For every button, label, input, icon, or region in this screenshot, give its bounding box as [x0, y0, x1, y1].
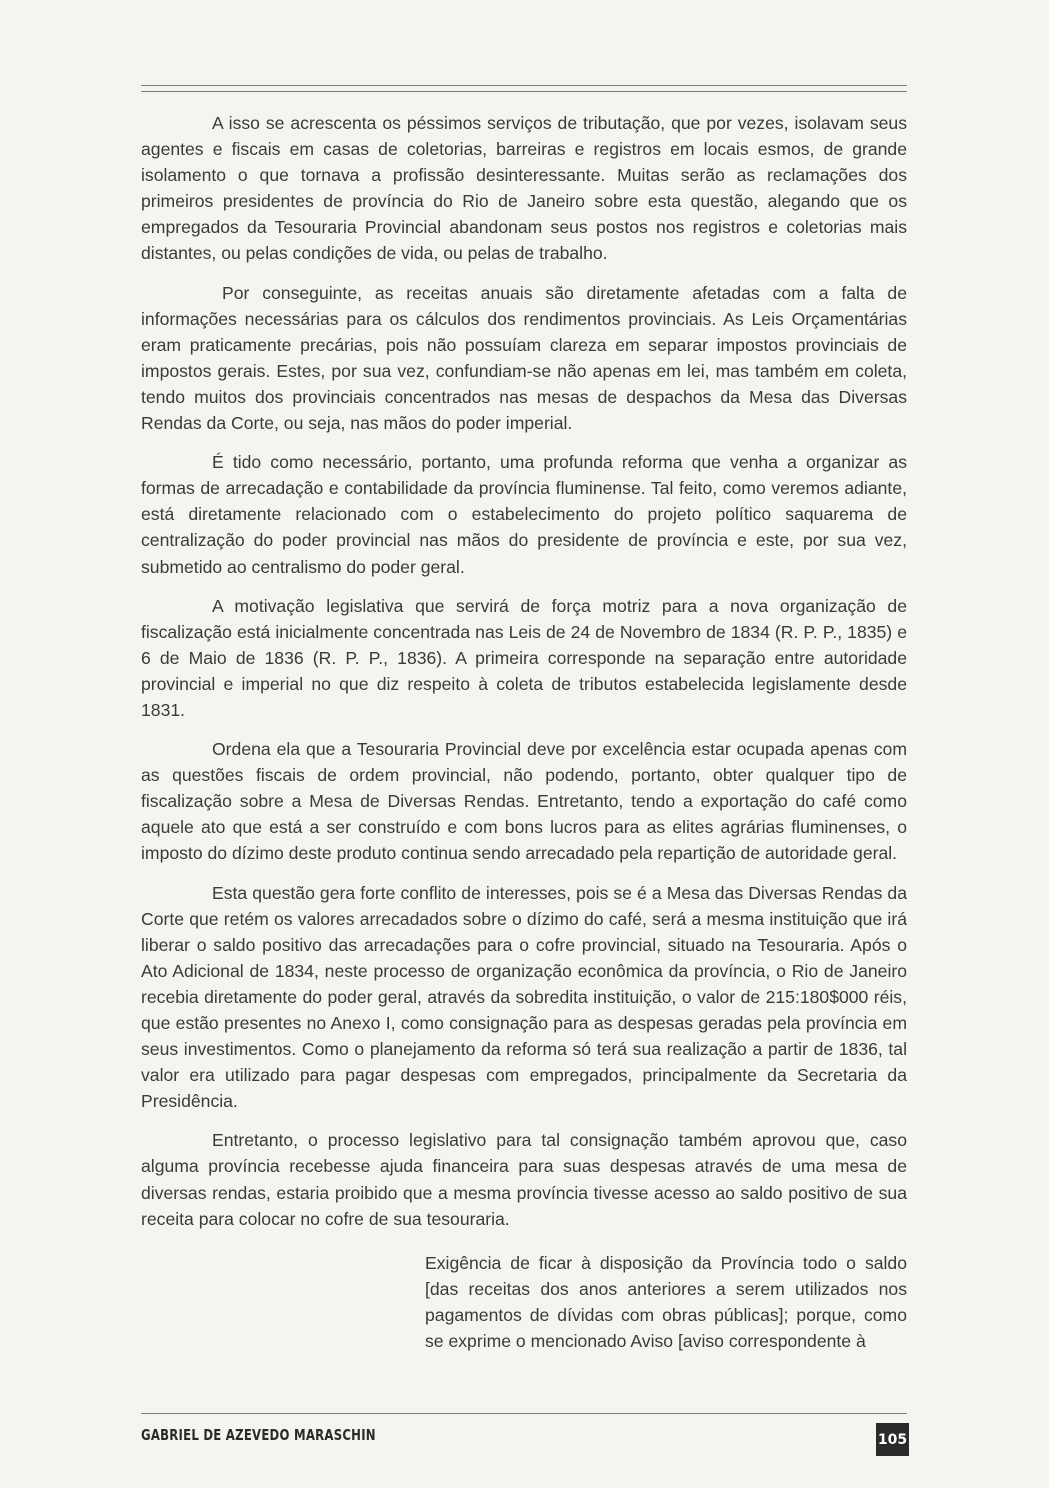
- body-paragraph: A isso se acrescenta os péssimos serviços de tributação, que por vezes, isolavam seus agentes e fiscais em casas de coletorias, barreiras e registros em locais esmos, de grande isolamento o que tornava a profissão desinteressante. Muitas serão as reclamações dos primeiros presidentes de província do Rio de Janeiro sobre esta questão, alegando que os empregados da Tesouraria Provincial abandonam seus postos nos registros e coletorias mais distantes, ou pelas condições de vida, ou pelas de trabalho.: [141, 113, 907, 264]
- body-paragraph: É tido como necessário, portanto, uma profunda reforma que venha a organizar as formas de arrecadação e contabilidade da província fluminense. Tal feito, como veremos adiante, está diretamente relacionado com o estabelecimento do projeto político saquarema de centralização do poder provincial nas mãos do presidente de província e este, por sua vez, submetido ao centralismo do poder geral.: [141, 452, 907, 577]
- page-number: 105: [877, 1431, 908, 1448]
- body-paragraph: Esta questão gera forte conflito de interesses, pois se é a Mesa das Diversas Rendas da Corte que retém os valores arrecadados sobre o dízimo do café, será a mesma instituição que irá liberar o saldo positivo das arrecadações para o cofre provincial, situado na Tesouraria. Após o Ato Adicional de 1834, neste processo de organização econômica da província, o Rio de Janeiro recebia diretamente do poder geral, através da sobredita instituição, o valor de 215:180$000 réis, que estão presentes no Anexo I, como consignação para as despesas geradas pela província em seus investimentos. Como o planejamento da reforma só terá sua realização a partir de 1836, tal valor era utilizado para pagar despesas com empregados, principalmente da Secretaria da Presidência.: [141, 882, 907, 1112]
- body-paragraph: A motivação legislativa que servirá de força motriz para a nova organização de fiscalização está inicialmente concentrada nas Leis de 24 de Novembro de 1834 (R. P. P., 1835) e 6 de Maio de 1836 (R. P. P., 1836). A primeira corresponde na separação entre autoridade provincial e imperial no que diz respeito à coleta de tributos estabelecida legislamente desde 1831.: [141, 595, 907, 720]
- body-paragraph: Entretanto, o processo legislativo para tal consignação também aprovou que, caso alguma província recebesse ajuda financeira para suas despesas através de uma mesa de diversas rendas, estaria proibido que a mesma província tivesse acesso ao saldo positivo de sua receita para colocar no cofre de sua tesouraria.: [141, 1130, 907, 1229]
- footer-author: GABRIEL DE AZEVEDO MARASCHIN: [141, 1426, 376, 1444]
- page-body: [141, 110, 907, 1354]
- page-number-badge: [876, 1423, 909, 1456]
- body-paragraph: Por conseguinte, as receitas anuais são diretamente afetadas com a falta de informações necessárias para os cálculos dos rendimentos provinciais. As Leis Orçamentárias eram praticamente precárias, pois não possuíam clareza em separar impostos provinciais de impostos gerais. Estes, por sua vez, confundiam-se não apenas em lei, mas também em coleta, tendo muitos dos provinciais concentrados nas mesas de despachos da Mesa das Diversas Rendas da Corte, ou seja, nas mãos do poder imperial.: [141, 282, 907, 434]
- footer-rule: [141, 1413, 907, 1414]
- body-paragraph: Ordena ela que a Tesouraria Provincial deve por excelência estar ocupada apenas com as questões fiscais de ordem provincial, não podendo, portanto, obter qualquer tipo de fiscalização sobre a Mesa de Diversas Rendas. Entretanto, tendo a exportação do café como aquele ato que está a ser construído e com bons lucros para as elites agrárias fluminenses, o imposto do dízimo deste produto continua sendo arrecadado pela repartição de autoridade geral.: [141, 739, 907, 864]
- header-rule: [141, 85, 907, 92]
- block-quote: Exigência de ficar à disposição da Província todo o saldo [das receitas dos anos anteriores a serem utilizados nos pagamentos de dívidas com obras públicas]; porque, como se exprime o mencionado Aviso [aviso correspondente à: [425, 1252, 907, 1352]
